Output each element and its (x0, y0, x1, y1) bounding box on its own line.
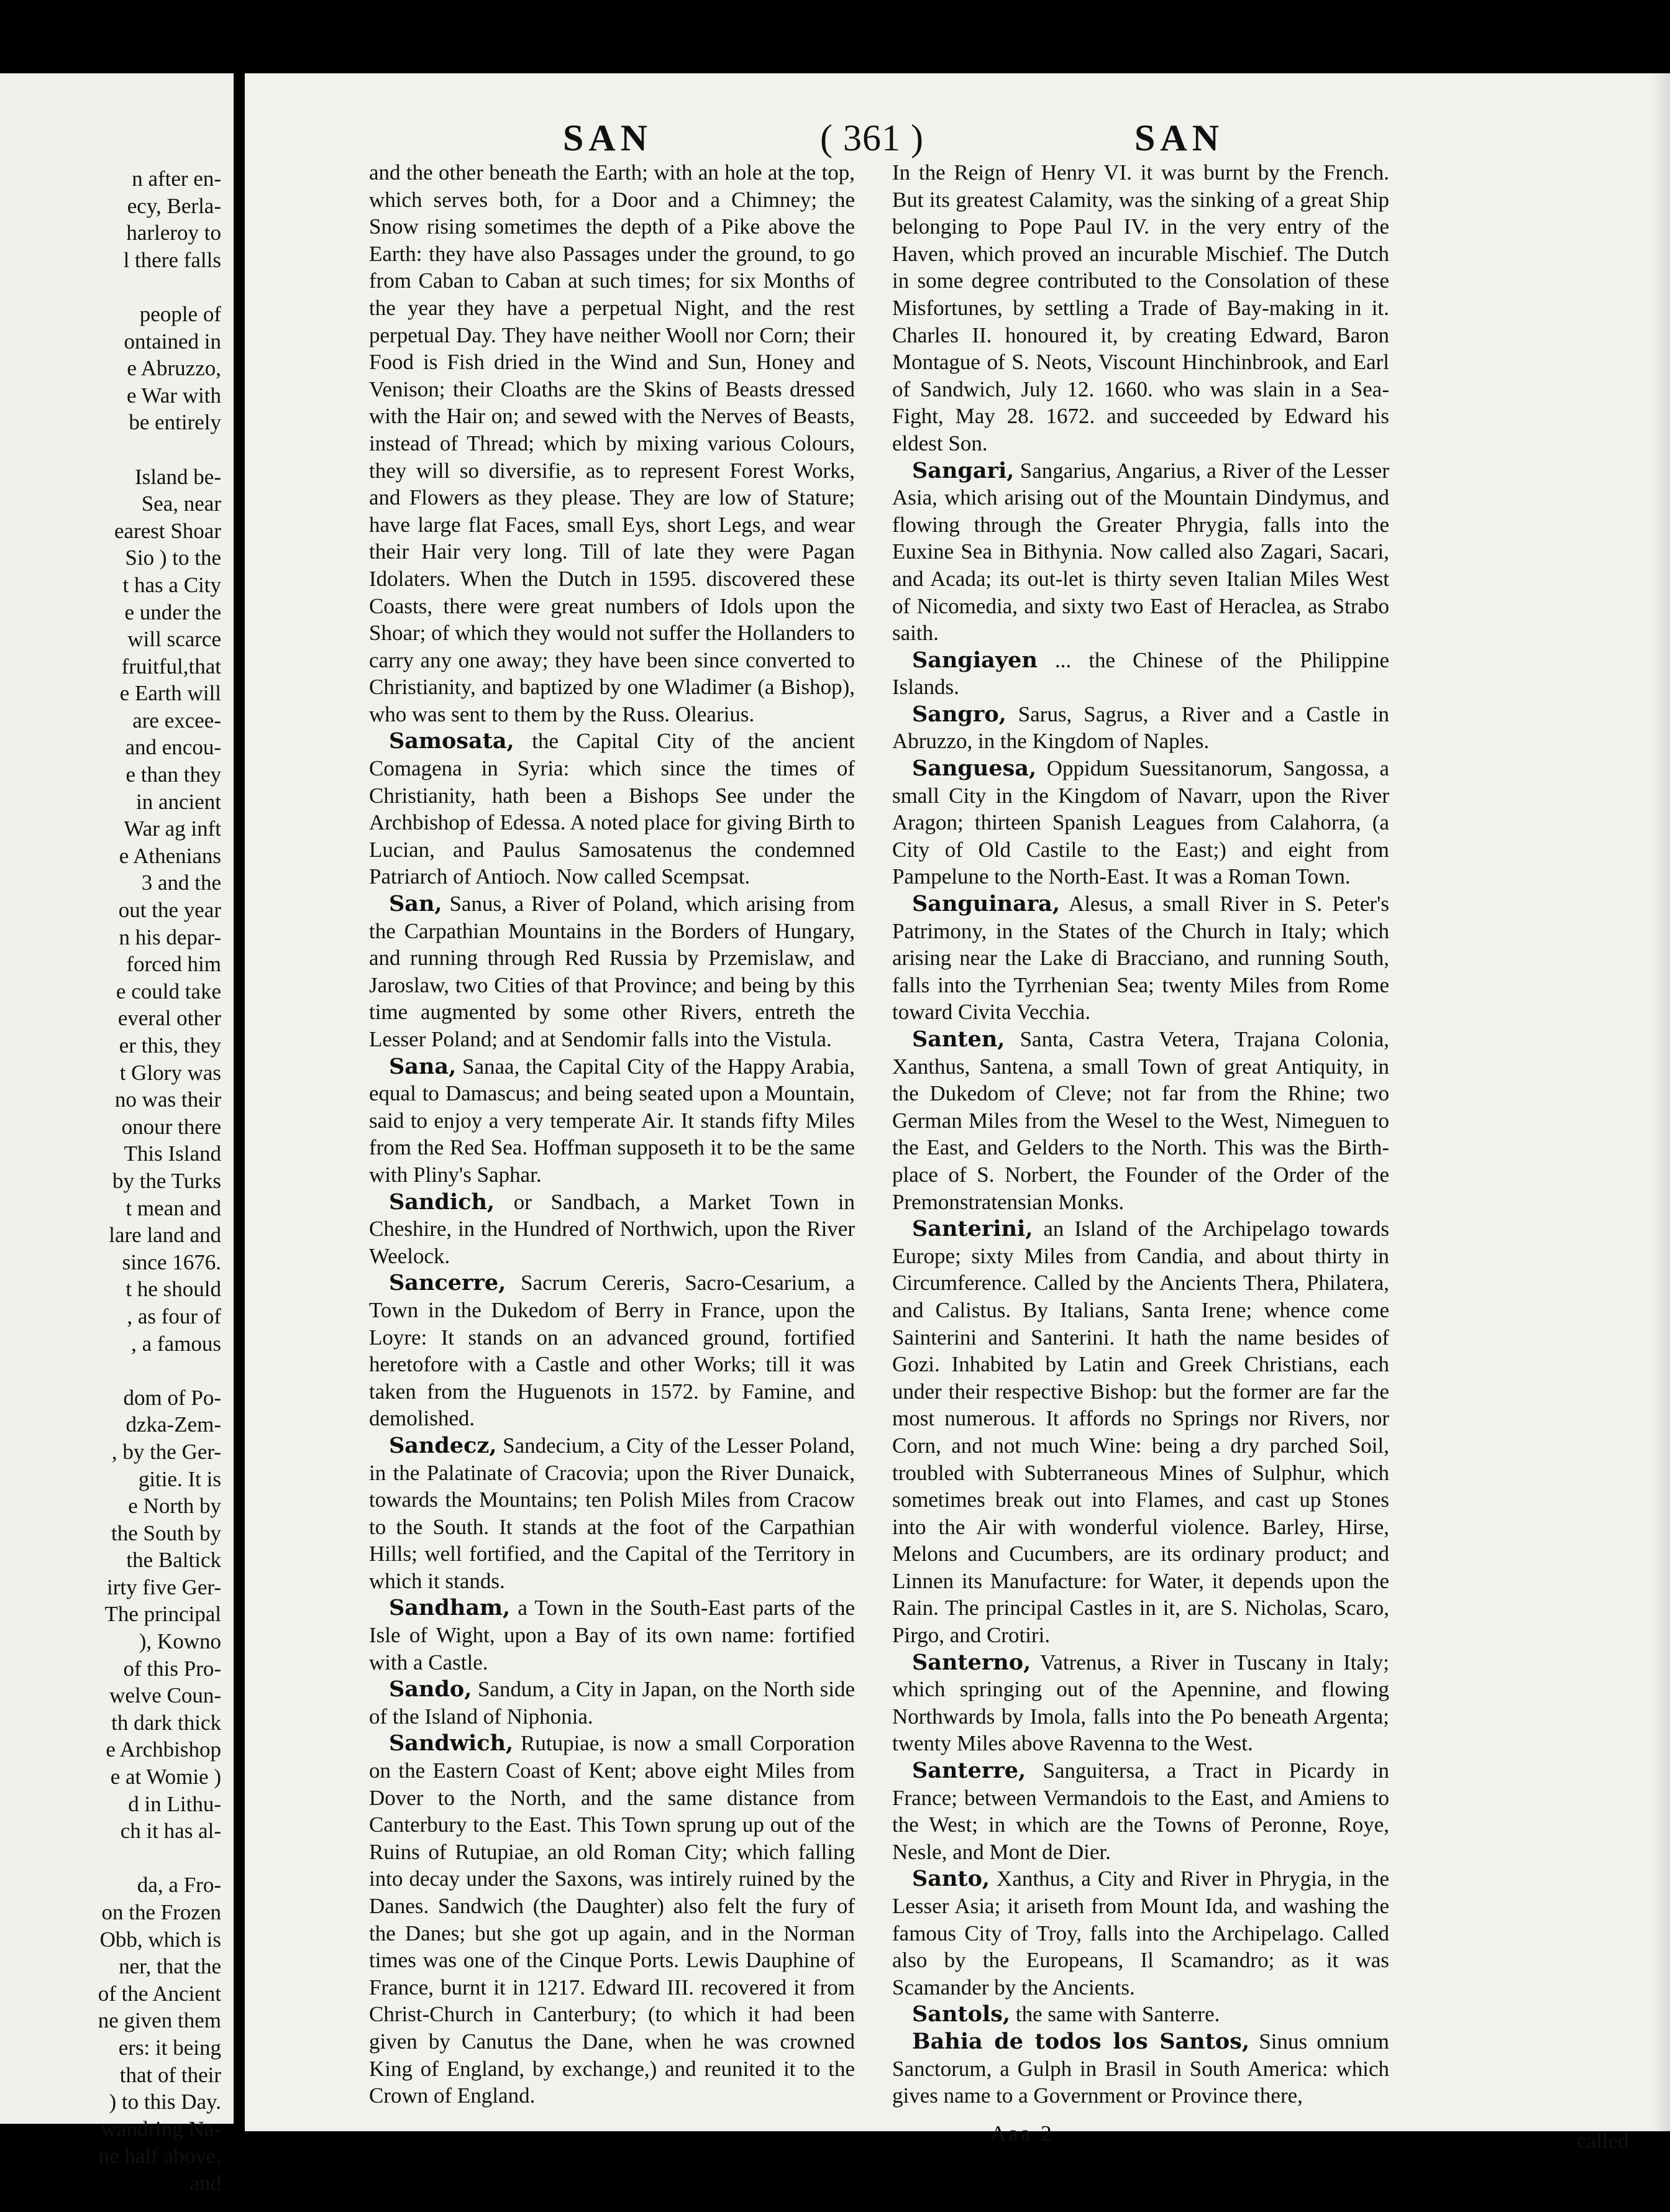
previous-page-line: dzka-Zem- (125, 1412, 221, 1437)
previous-page-line: and encou- (125, 735, 221, 760)
previous-page-line: and (189, 2170, 221, 2195)
previous-page-line: by the Turks (112, 1168, 221, 1193)
entry-text: Rutupiae, is now a small Corporation on the Eastern Coast of Kent; above eight Miles from Dover to the North, and the same distance from Canterbury to the East. This Town sprung up out of the Ruins of Rutupiae, an old Roman City; which falling into decay under the Saxons, was intirely ruined by the Danes. Sandwich (the Daughter) also felt the fury of the Danes; but she got up again, and in the Norman times was one of the Cinque Ports. Lewis Dauphine of France, burnt it in 1217. Edward III. recovered it from Christ-Church in Canterbury; (to which it had been given by Canutus the Dane, when he was crowned King of England, by exchange,) and reunited it to the Crown of England. (369, 1731, 855, 2108)
entry-text: a Town in the South-East parts of the Isle of Wight, upon a Bay of its own name: fortified with a Castle. (369, 1596, 855, 1675)
entry-headword: Sana, (389, 1053, 457, 1079)
entry-headword: Santerno, (912, 1649, 1031, 1675)
page-edge-shadow (1651, 73, 1670, 2131)
entry-text: and the other beneath the Earth; with an hole at the top, which serves both, for a Door and a Chimney; the Snow rising sometimes the depth of a Pike above the Earth: they have also Passages under the ground, to go from Caban to Caban at such times; for six Months of the year they have a perpetual Night, and the rest perpetual Day. They have neither Wooll nor Corn; their Food is Fish dried in the Wind and Sun, Honey and Venison; their Cloaths are the Skins of Beasts dressed with the Hair on; and sewed with the Nerves of Beasts, instead of Thread; which by mixing various Colours, they will so diversifie, as to represent Forest Works, and Flowers as they please. They are low of Stature; have large flat Faces, small Eys, short Legs, and wear their Hair very long. Till of late they were Pagan Idolaters. When the Dutch in 1595. discovered these Coasts, there were great numbers of Idols upon the Shoar; of which they would not suffer the Hollanders to carry any one away; they have been since converted to Christianity, and baptized by one Wladimer (a Bishop), who was sent to them by the Russ. Olearius. (369, 160, 855, 726)
entry-headword: Sangari, (912, 457, 1015, 483)
entry-headword: Santols, (912, 2001, 1011, 2027)
dictionary-entry (369, 890, 855, 1053)
text-column-right (892, 159, 1389, 2109)
previous-page-line: Island be- (135, 464, 221, 489)
dictionary-entry (892, 2001, 1389, 2028)
entry-text: Sandecium, a City of the Lesser Poland, in the Palatinate of Cracovia; upon the River Dunaick, towards the Mountains; ten Polish Miles from Cracow to the South. It stands at the foot of the Carpathian Hills; well fortified, and the Capital of the Territory in which it stands. (369, 1433, 855, 1593)
dictionary-entry (369, 1676, 855, 1730)
dictionary-entry (892, 1026, 1389, 1215)
entry-headword: Santo, (912, 1866, 990, 1892)
previous-page-line: everal other (117, 1006, 221, 1031)
previous-page-fragment (0, 73, 234, 2195)
running-head-right: SAN (1134, 117, 1225, 158)
previous-page-line: e under the (124, 600, 221, 624)
previous-page-line: in ancient (135, 789, 221, 814)
previous-page-line: irty five Ger- (107, 1574, 221, 1599)
previous-page-line: d in Lithu- (128, 1791, 221, 1816)
previous-page-line: ers: it being (118, 2035, 221, 2060)
entry-text: Vatrenus, a River in Tuscany in Italy; which springing out of the Apennine, and flowing Northwards by Imola, falls into the Po beneath Argenta; twenty Miles above Ravenna to the West. (892, 1650, 1389, 1756)
entry-text: Alesus, a small River in S. Peter's Patrimony, in the States of the Church in Italy; which arising near the Lake di Bracciano, and running South, falls into the Tyrrhenian Sea; twenty Miles from Rome toward Civita Vecchia. (892, 892, 1389, 1025)
previous-page-line: e at Womie ) (110, 1765, 221, 1789)
entry-text: Oppidum Suessitanorum, Sangossa, a small City in the Kingdom of Navarr, upon the River Aragon; thirteen Spanish Leagues from Calahorra, (a City of Old Castile to the East;) and eight from Pampelune to the North-East. It was a Roman Town. (892, 756, 1389, 889)
previous-page-line: n after en- (132, 167, 221, 191)
entry-headword: Santen, (912, 1026, 1005, 1052)
previous-page-line: Obb, which is (99, 1927, 221, 1952)
entry-text: Sangarius, Angarius, a River of the Lesser Asia, which arising out of the Mountain Dindymus, and flowing through the Greater Phrygia, falls into the Euxine Sea in Bithynia. Now called also Zagari, Sacari, and Acada; its out-let is thirty seven Italian Miles West of Nicomedia, and sixty two East of Heraclea, as Strabo saith. (892, 458, 1389, 646)
previous-page-line: ne given them (98, 2008, 221, 2033)
entry-headword: Sandwich, (389, 1730, 514, 1757)
dictionary-entry (369, 728, 855, 890)
previous-page-line (0, 273, 221, 301)
previous-page-line: are excee- (132, 708, 221, 733)
dictionary-entry (892, 457, 1389, 647)
previous-page-line: th dark thick (111, 1710, 221, 1735)
previous-page-line: ne half above, (98, 2144, 221, 2169)
entry-text: Sarus, Sagrus, a River and a Castle in Abruzzo, in the Kingdom of Naples. (892, 702, 1389, 754)
previous-page-line: out the year (118, 898, 221, 923)
previous-page-line: onour there (121, 1114, 221, 1139)
previous-page-line: ) to this Day. (109, 2090, 221, 2114)
dictionary-entry (892, 701, 1389, 755)
previous-page-line: Sea, near (141, 491, 221, 516)
entry-text: ... the Chinese of the Philippine Islands. (892, 647, 1389, 700)
previous-page-line: e than they (125, 762, 221, 787)
entry-headword: Sandham, (389, 1595, 511, 1621)
entry-headword: Sanguinara, (912, 891, 1061, 917)
previous-page-line: Sio ) to the (125, 546, 221, 570)
previous-page-line: e Earth will (119, 681, 221, 706)
previous-page-line: of the Ancient (98, 1981, 221, 2006)
previous-page-line: earest Shoar (114, 518, 221, 543)
entry-text: or Sandbach, a Market Town in Cheshire, in the Hundred of Northwich, upon the River Weelock. (369, 1189, 855, 1268)
entry-text: Sacrum Cereris, Sacro-Cesarium, a Town in the Dukedom of Berry in France, upon the Loyre: It stands on an advanced ground, fortified heretofore with a Castle and other Works; till it was taken from the Huguenots in 1572. by Famine, and demolished. (369, 1271, 855, 1431)
dictionary-entry (369, 1189, 855, 1270)
entry-headword: Bahia de todos los Santos, (912, 2028, 1250, 2054)
dictionary-entry (369, 1730, 855, 2109)
previous-page-line: fruitful,that (121, 654, 221, 679)
previous-page-line: people of (139, 301, 221, 326)
previous-page-line: e Athenians (119, 843, 221, 868)
entry-headword: Sangro, (912, 701, 1006, 727)
previous-page-line: This Island (124, 1141, 221, 1166)
entry-text: the same with Santerre. (1010, 2002, 1220, 2027)
document-page (245, 73, 1670, 2153)
entry-headword: Sangiayen (912, 647, 1038, 673)
dictionary-entry (892, 647, 1389, 701)
previous-page-line: , by the Ger- (111, 1439, 221, 1464)
entry-headword: Sando, (389, 1676, 472, 1702)
entry-text: Sandum, a City in Japan, on the North side of the Island of Niphonia. (369, 1677, 855, 1729)
previous-page-line: t Glory was (119, 1060, 221, 1085)
dictionary-entry (892, 755, 1389, 890)
entry-headword: Santerini, (912, 1216, 1033, 1242)
page-number: ( 361 ) (820, 117, 924, 158)
previous-page-line: t mean and (125, 1195, 221, 1220)
dictionary-entry (892, 159, 1389, 457)
previous-page-line: da, a Fro- (137, 1873, 221, 1898)
previous-page-line: on the Frozen (101, 1900, 221, 1924)
signature-mark: Aaa 2 (990, 2121, 1054, 2146)
previous-page-line: will scarce (127, 627, 221, 652)
previous-page-line: War ag inft (124, 816, 221, 841)
previous-page-line: , as four of (127, 1304, 221, 1328)
previous-page-line: e could take (116, 979, 221, 1003)
entry-headword: Sanguesa, (912, 756, 1037, 782)
previous-page-line: be entirely (129, 410, 221, 435)
entry-text: In the Reign of Henry VI. it was burnt by the French. But its greatest Calamity, was the sinking of a great Ship belonging to Pope Paul IV. in the very entry of the Haven, which proved an incurable Mischief. The Dutch in some degree contributed to the Consolation of these Misfortunes, by settling a Trade of Bay-making in it. Charles II. honoured it, by creating Edward, Baron Montague of S. Neots, Viscount Hinchinbrook, and Earl of Sandwich, July 12. 1660. who was slain in a Sea-Fight, May 28. 1672. and succeeded by Edward his eldest Son. (892, 160, 1389, 455)
text-column-left (369, 159, 855, 2109)
entry-headword: San, (389, 891, 442, 917)
dictionary-entry (892, 890, 1389, 1026)
entry-headword: Sandecz, (389, 1432, 497, 1458)
previous-page-line: t he should (125, 1277, 221, 1302)
previous-page-line: 3 and the (141, 871, 221, 895)
entry-text: the Capital City of the ancient Comagena in Syria: which since the times of Christianity, hath been a Bishops See under the Archbishop of Edessa. A noted place for giving Birth to Lucian, and Paulus Samosatenus the condemned Patriarch of Antioch. Now called Scempsat. (369, 729, 855, 889)
previous-page-line: The principal (104, 1602, 221, 1627)
previous-page-line: the Baltick (126, 1548, 221, 1573)
dictionary-entry (369, 1594, 855, 1676)
entry-text: Xanthus, a City and River in Phrygia, in the Lesser Asia; it ariseth from Mount Ida, and washing the famous City of Troy, falls into the Archipelago. Called also by the Europeans, Il Scamandro; as it was Scamander by the Ancients. (892, 1867, 1389, 1999)
previous-page-text (0, 165, 221, 2197)
dictionary-entry (892, 1757, 1389, 1865)
entry-headword: Santerre, (912, 1758, 1026, 1784)
previous-page-line: ontained in (124, 329, 221, 354)
previous-page-line: er this, they (119, 1033, 221, 1058)
catchword: called (1577, 2129, 1629, 2153)
book-gutter (234, 68, 245, 2131)
entry-headword: Sandich, (389, 1189, 495, 1215)
entry-text: Sanaa, the Capital City of the Happy Arabia, equal to Damascus; and being seated upon a Mountain, said to enjoy a very temperate Air. It stands fifty Miles from the Red Sea. Hoffman supposeth it to be the same with Pliny's Saphar. (369, 1054, 855, 1187)
dictionary-entry (369, 1269, 855, 1432)
previous-page-line: e War with (126, 383, 221, 408)
dictionary-entry (369, 159, 855, 728)
previous-page-line: the South by (111, 1520, 221, 1545)
previous-page-line: lare land and (109, 1223, 221, 1248)
dictionary-entry (892, 2028, 1389, 2109)
previous-page-line: ch it has al- (120, 1819, 221, 1844)
dictionary-entry (892, 1215, 1389, 1649)
entry-text: an Island of the Archipelago towards Europe; sixty Miles from Candia, and about thirty in Circumference. Called by the Ancients Thera, Philatera, and Calistus. By Italians, Santa Irene; whence come Sainterini and Santerini. It hath the name besides of Gozi. Inhabited by Latin and Greek Christians, each under their respective Bishop: but the former are far the most numerous. It affords no Springs nor Rivers, nor Corn, and not much Wine: being a dry parched Soil, troubled with Subterraneous Mines of Sulphur, which sometimes break out into Flames, and cast up Stones into the Air with wonderful violence. Barley, Hirse, Melons and Cucumbers, are its ordinary product; and Linnen its Manufacture: for Water, it depends upon the Rain. The principal Castles in it, are S. Nicholas, Scaro, Pirgo, and Crotiri. (892, 1217, 1389, 1648)
previous-page-line: l there falls (123, 247, 221, 272)
previous-page-line: welve Coun- (109, 1683, 221, 1708)
entry-text: Santa, Castra Vetera, Trajana Colonia, Xanthus, Santena, a small Town of great Antiquity, in the Dukedom of Cleve; not far from the Rhine; two German Miles from the Wesel to the West, Nimeguen to the East, and Gelders to the North. This was the Birth-place of S. Norbert, the Founder of the Order of the Premonstratensian Monks. (892, 1027, 1389, 1214)
previous-page-line: gitie. It is (138, 1466, 221, 1491)
previous-page-line (0, 436, 221, 464)
previous-page-line: ner, that the (119, 1954, 221, 1979)
previous-page-line (0, 1357, 221, 1384)
running-head-left: SAN (563, 117, 653, 158)
entry-text: Sanus, a River of Poland, which arising from the Carpathian Mountains in the Borders of Hungary, and running through Red Russia by Przemislaw, and Jaroslaw, two Cities of that Province; and being by this time augmented by some other Rivers, entreth the Lesser Poland; and at Sendomir falls into the Vistula. (369, 892, 855, 1051)
previous-page-line: wandring Na- (101, 2116, 221, 2141)
previous-page-line: n his depar- (119, 925, 221, 949)
previous-page-line: dom of Po- (123, 1385, 221, 1410)
previous-page-line: since 1676. (122, 1250, 221, 1274)
previous-page-line: forced him (126, 952, 221, 977)
previous-page-line: harleroy to (126, 221, 221, 245)
previous-page-line: e Abruzzo, (127, 356, 221, 381)
previous-page-line: , a famous (131, 1331, 221, 1356)
previous-page-line: that of their (119, 2062, 221, 2087)
previous-page-line: ecy, Berla- (127, 193, 221, 218)
dictionary-entry (892, 1649, 1389, 1757)
entry-text: Sanguitersa, a Tract in Picardy in France; between Vermandois to the East, and Amiens to the West; in which are the Towns of Peronne, Roye, Nesle, and Mont de Dier. (892, 1758, 1389, 1864)
previous-page-line: ), Kowno (139, 1629, 221, 1654)
entry-headword: Samosata, (389, 728, 514, 754)
previous-page-line: of this Pro- (123, 1656, 221, 1681)
previous-page-line (0, 1845, 221, 1872)
dictionary-entry (892, 1865, 1389, 2001)
previous-page-line: no was their (114, 1087, 221, 1112)
entry-headword: Sancerre, (389, 1270, 506, 1296)
entry-text: Sinus omnium Sanctorum, a Gulph in Brasil in South America: which gives name to a Government or Province there, (892, 2029, 1389, 2108)
dictionary-entry (369, 1053, 855, 1189)
previous-page-line: e Archbishop (106, 1737, 221, 1762)
dictionary-entry (369, 1432, 855, 1595)
previous-page-line: e North by (128, 1494, 221, 1519)
previous-page-line: t has a City (122, 572, 221, 597)
